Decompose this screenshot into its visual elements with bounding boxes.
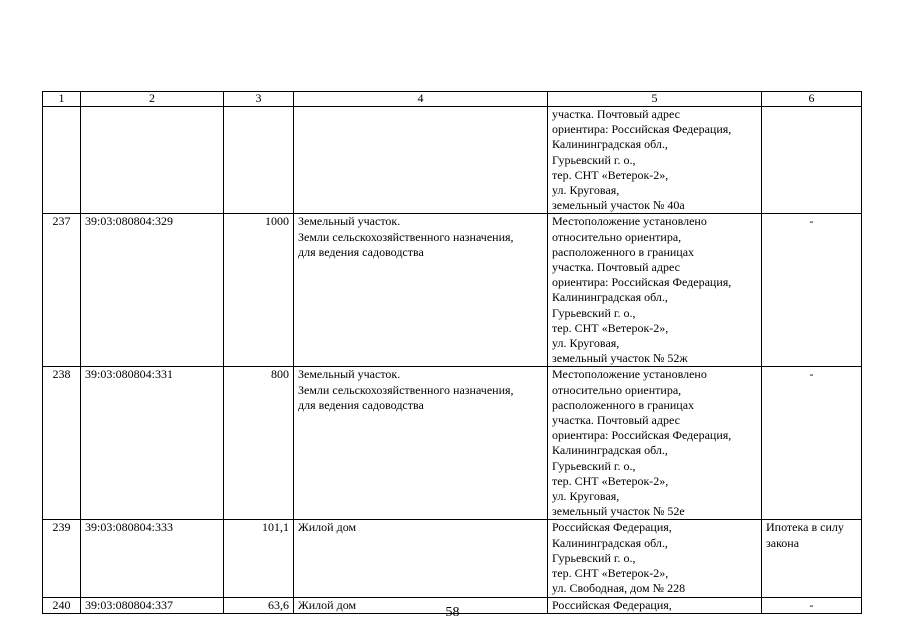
header-cell-col-4: 4	[294, 92, 548, 107]
location-cell	[548, 214, 762, 367]
cadastral-number-cell	[81, 107, 224, 214]
description-cell	[294, 520, 548, 597]
encumbrance-cell: -	[762, 214, 862, 367]
location-cell-line: ориентира: Российская Федерация,	[552, 428, 732, 443]
description-cell-line: для ведения садоводства	[298, 244, 424, 259]
description-cell-line: Земельный участок.	[298, 214, 401, 229]
row-number-cell: 237	[43, 214, 81, 367]
cadastral-number-cell: 39:03:080804:333	[81, 520, 224, 597]
table-row	[43, 214, 862, 367]
location-cell-line: ул. Круговая,	[552, 489, 620, 504]
location-cell-line: относительно ориентира,	[552, 229, 682, 244]
page-number: 58	[445, 605, 460, 620]
description-cell-line: Жилой дом	[298, 520, 357, 535]
encumbrance-cell: -	[762, 597, 862, 613]
location-cell-line: Гурьевский г. о.,	[552, 458, 636, 473]
location-cell-line: тер. СНТ «Ветерок-2»,	[552, 566, 669, 581]
location-cell-line: Калининградская обл.,	[552, 137, 668, 152]
row-number-cell: 239	[43, 520, 81, 597]
area-cell: 800	[224, 367, 294, 520]
header-row	[43, 92, 862, 107]
row-number-cell	[43, 107, 81, 214]
header-cell-col-6: 6	[762, 92, 862, 107]
description-cell	[294, 214, 548, 367]
location-cell-line: относительно ориентира,	[552, 382, 682, 397]
location-cell-line: тер. СНТ «Ветерок-2»,	[552, 320, 669, 335]
location-cell-line: земельный участок № 52е	[552, 504, 685, 519]
description-cell-line: Земельный участок.	[298, 367, 401, 382]
encumbrance-cell	[762, 107, 862, 214]
cadastral-number-cell: 39:03:080804:337	[81, 597, 224, 613]
location-cell-line: Калининградская обл.,	[552, 290, 668, 305]
location-cell-line: Местоположение установлено	[552, 214, 707, 229]
location-cell-line: тер. СНТ «Ветерок-2»,	[552, 473, 669, 488]
table-row	[43, 107, 862, 214]
header-cell-col-2: 2	[81, 92, 224, 107]
location-cell	[548, 367, 762, 520]
location-cell-line: тер. СНТ «Ветерок-2»,	[552, 167, 669, 182]
location-cell-line: земельный участок № 40а	[552, 198, 685, 213]
row-number-cell: 240	[43, 597, 81, 613]
header-cell-col-3: 3	[224, 92, 294, 107]
row-number-cell: 238	[43, 367, 81, 520]
cadastral-number-cell: 39:03:080804:329	[81, 214, 224, 367]
description-cell-line: Жилой дом	[298, 597, 357, 612]
location-cell-line: участка. Почтовый адрес	[552, 413, 680, 428]
cadastral-number-cell: 39:03:080804:331	[81, 367, 224, 520]
encumbrance-cell: -	[762, 367, 862, 520]
description-cell	[294, 107, 548, 214]
area-cell: 63,6	[224, 597, 294, 613]
location-cell	[548, 107, 762, 214]
location-cell-line: Калининградская обл.,	[552, 443, 668, 458]
area-cell: 101,1	[224, 520, 294, 597]
location-cell-line: Калининградская обл.,	[552, 535, 668, 550]
area-cell	[224, 107, 294, 214]
table-row	[43, 367, 862, 520]
header-cell-col-5: 5	[548, 92, 762, 107]
location-cell-line: расположенного в границах	[552, 397, 695, 412]
location-cell-line: ориентира: Российская Федерация,	[552, 275, 732, 290]
description-cell	[294, 367, 548, 520]
location-cell-line: Гурьевский г. о.,	[552, 305, 636, 320]
description-cell-line: Земли сельскохозяйственного назначения,	[298, 382, 514, 397]
location-cell-line: Российская Федерация,	[552, 520, 672, 535]
location-cell-line: ул. Круговая,	[552, 336, 620, 351]
registry-table	[42, 91, 862, 614]
description-cell-line: для ведения садоводства	[298, 397, 424, 412]
location-cell-line: ул. Круговая,	[552, 183, 620, 198]
location-cell-line: Гурьевский г. о.,	[552, 152, 636, 167]
area-cell: 1000	[224, 214, 294, 367]
header-cell-col-1: 1	[43, 92, 81, 107]
location-cell-line: Местоположение установлено	[552, 367, 707, 382]
location-cell-line: ориентира: Российская Федерация,	[552, 122, 732, 137]
location-cell-line: Российская Федерация,	[552, 597, 672, 612]
table-row	[43, 520, 862, 597]
description-cell-line: Земли сельскохозяйственного назначения,	[298, 229, 514, 244]
location-cell-line: Гурьевский г. о.,	[552, 550, 636, 565]
location-cell-line: расположенного в границах	[552, 244, 695, 259]
location-cell-line: ул. Свободная, дом № 228	[552, 581, 686, 596]
location-cell-line: земельный участок № 52ж	[552, 351, 688, 366]
location-cell	[548, 520, 762, 597]
encumbrance-cell: Ипотека в силу закона	[762, 520, 862, 597]
location-cell-line: участка. Почтовый адрес	[552, 107, 680, 121]
location-cell-line: участка. Почтовый адрес	[552, 260, 680, 275]
